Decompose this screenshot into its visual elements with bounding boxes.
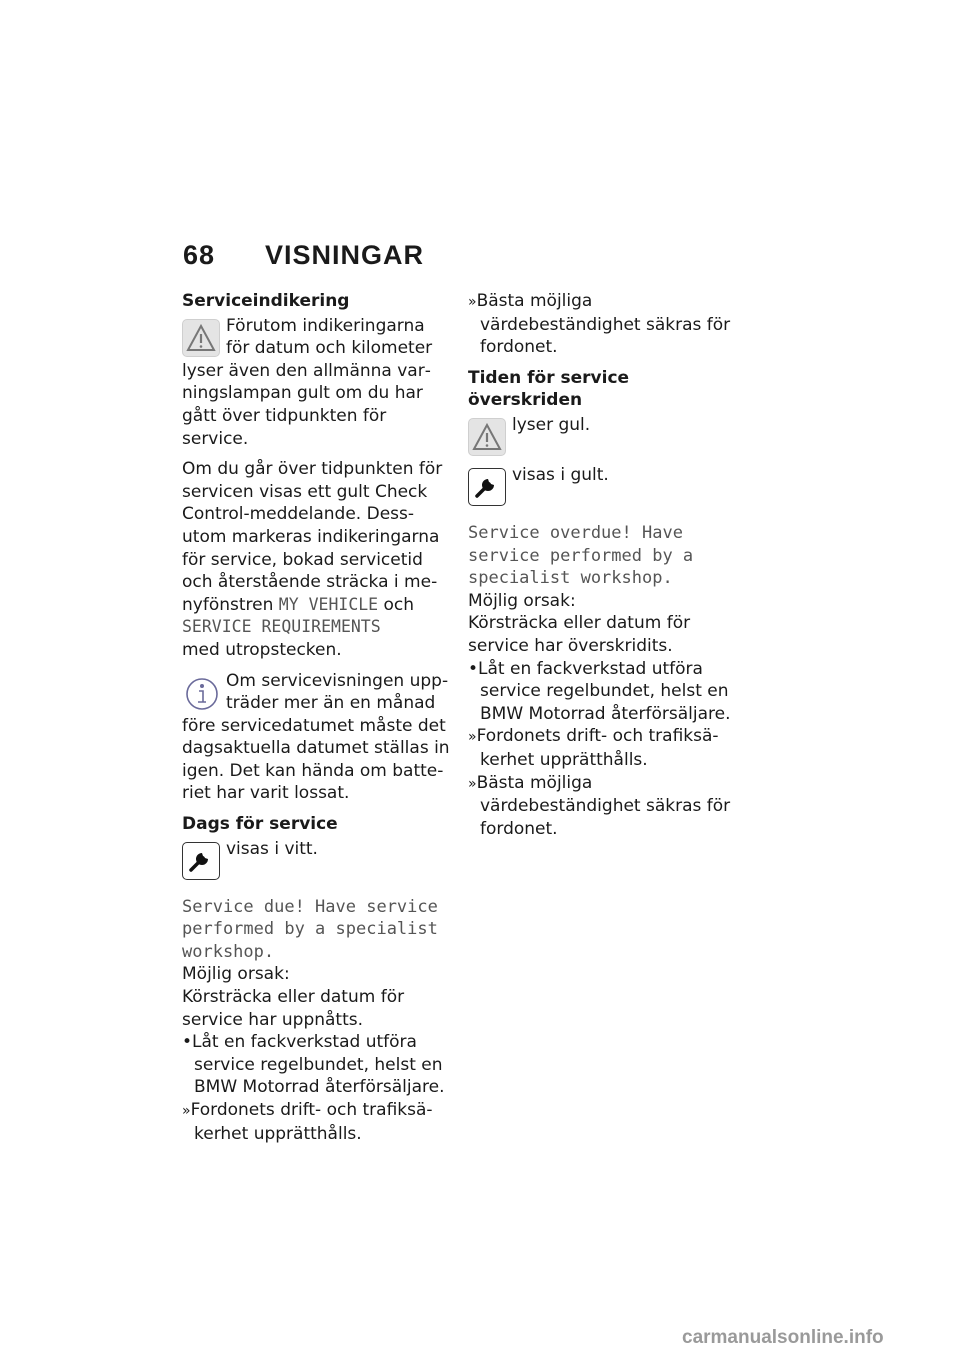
section-heading-dags-for-service: Dags för service: [182, 814, 338, 835]
result-item-top: [468, 290, 736, 359]
wrench-white-row: [182, 838, 450, 884]
result-item: [468, 772, 736, 841]
result-text: Fordonets drift- och trafiksäkerhet upprätthålls.: [190, 1100, 433, 1144]
result-item: [182, 1099, 450, 1145]
watermark: carmanualsonline.info: [682, 1327, 884, 1348]
info-text-rest: före servicedatumet måste det dagsaktuella datumet ställas in igen. Det kan hända om batteriet har varit lossat.: [182, 715, 450, 804]
wrench-yellow-row: [468, 464, 736, 510]
wrench-yellow-text: visas i gult.: [512, 464, 609, 485]
cause-label: Möjlig orsak:: [182, 964, 290, 985]
action-bullet: [182, 1031, 450, 1099]
wrench-white-text: visas i vitt.: [226, 838, 318, 859]
left-column: [182, 290, 450, 1145]
check-control-text: Om du går över tidpunkten för servicen visas ett gult Check Control-meddelande. Dessutom markeras indikeringarna för service, bokad servicetid och återstående sträcka i menyfönstren: [182, 459, 443, 615]
info-text-first: Om servicevisningen uppträder mer än en månad: [226, 670, 449, 714]
result-text: Bästa möjliga värdebeständighet säkras för fordonet.: [476, 772, 731, 839]
page-title: VISNINGAR: [265, 240, 425, 270]
info-icon: [182, 674, 220, 712]
exclamation-text: med utropstecken.: [182, 639, 342, 660]
page-number: 68: [183, 240, 216, 270]
cause-text: Körsträcka eller datum för service har överskridits.: [468, 613, 691, 656]
action-text: Låt en fackverkstad utföra service regelbundet, helst en BMW Motorrad återförsäljare.: [478, 658, 731, 724]
menu-service-requirements: SERVICE REQUIREMENTS: [182, 617, 381, 637]
action-text: Låt en fackverkstad utföra service regelbundet, helst en BMW Motorrad återförsäljare.: [192, 1032, 445, 1098]
warning-yellow-text: lyser gul.: [512, 414, 591, 435]
right-column: [468, 290, 736, 840]
warning-yellow-row: [468, 414, 736, 464]
warning-paragraph: [182, 315, 450, 360]
service-overdue-message: Service overdue! Have service performed by a specialist workshop.: [468, 522, 694, 589]
warning-triangle-icon: [468, 418, 506, 456]
wrench-icon: [182, 842, 220, 880]
action-bullet: [468, 658, 736, 726]
result-text: Fordonets drift- och trafiksäkerhet upprätthålls.: [476, 726, 719, 770]
warning-text-first: Förutom indikeringarna för datum och kilometer: [226, 315, 433, 359]
warning-text-rest: lyser även den allmänna varningslampan gult om du har gått över tidpunkten för service.: [182, 360, 431, 449]
result-item: [468, 725, 736, 771]
warning-triangle-icon: [182, 319, 220, 357]
result-top-text: Bästa möjliga värdebeständighet säkras för fordonet.: [476, 291, 731, 358]
cause-label: Möjlig orsak:: [468, 590, 576, 611]
och-text: och: [383, 594, 415, 615]
info-paragraph: [182, 670, 450, 715]
section-heading-overskriden: Tiden för service överskriden: [468, 367, 630, 411]
cause-text: Körsträcka eller datum för service har uppnåtts.: [182, 987, 405, 1030]
service-due-message: Service due! Have service performed by a specialist workshop.: [182, 896, 438, 962]
wrench-icon: [468, 468, 506, 506]
menu-my-vehicle: MY VEHICLE: [278, 594, 379, 614]
page-header: [183, 240, 424, 271]
section-heading-serviceindikering: Serviceindikering: [182, 291, 350, 311]
check-control-paragraph: [182, 458, 450, 661]
